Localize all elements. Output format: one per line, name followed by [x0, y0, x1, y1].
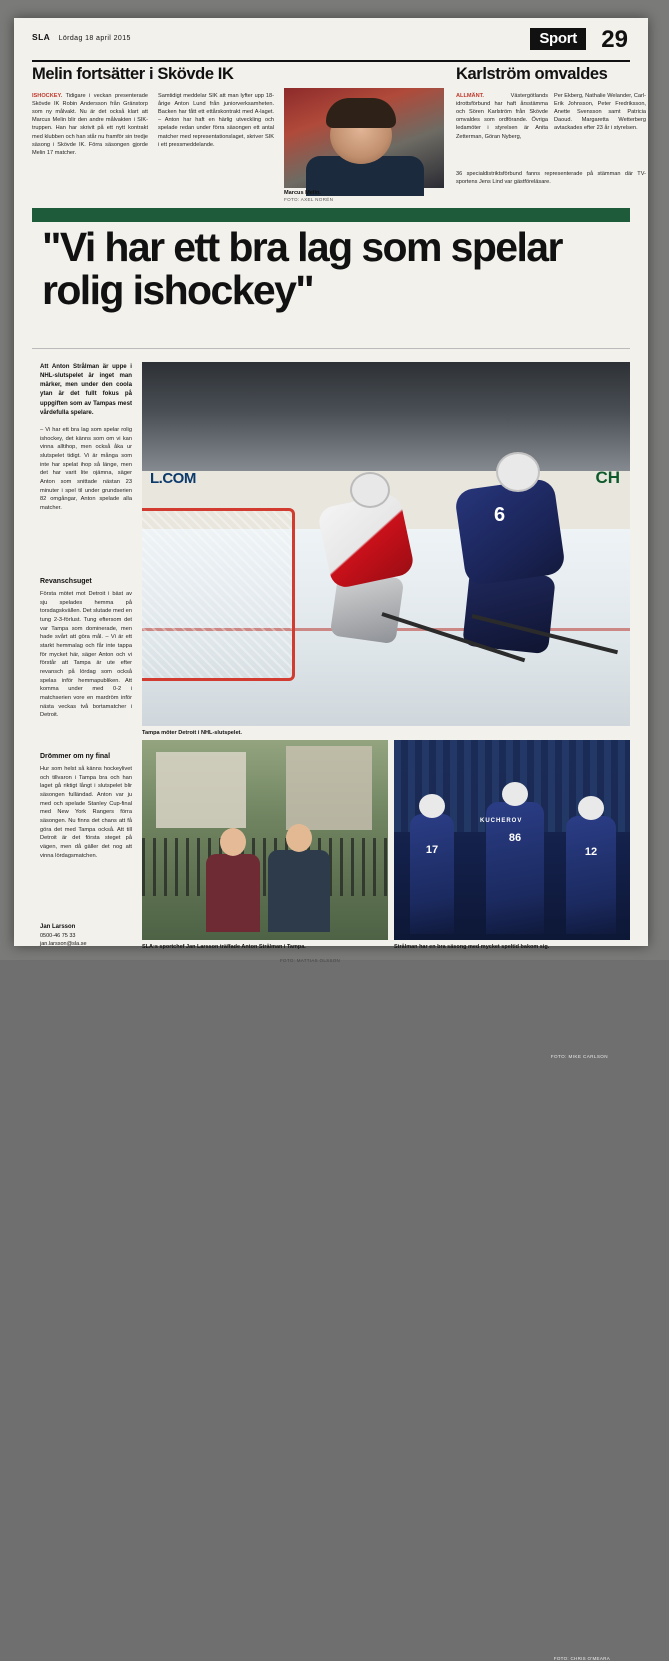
feature-lead: Att Anton Strålman är uppe i NHL-slutspelet är inget man märker, men under den coola ytan är det fullt fokus på uppgiften som av Tampas mest vårdefulla spelare. — [40, 363, 132, 416]
feature-body-2: Första mötet mot Detroit i bäst av sju spelades hemma på torsdagskvällen. Det slutade med en tung 2-3-förlust. Tung eftersom det var Tampa som dominerade, men hade svårt att göra mål. – Vi är ett starkt hemmalag och får inte tappa för mycket här, säger Anton och vi förstår att Tampa är ute efter revansch på lördag som också spelas inför hemmapubliken. Att komma under med 0-2 i matchserien vore en mardröm inför nästa veckas två bortamatcher i Detroit. — [40, 591, 132, 719]
byline-phone: 0500-46 75 33 — [40, 933, 76, 939]
top-left-headline: Melin fortsätter i Skövde IK — [32, 65, 234, 83]
person-jan-head — [220, 828, 246, 856]
top-right-column-2: Per Ekberg, Nathalie Welander, Carl-Erik Johnsson, Peter Fredriksson, Anette Svensson samt Patricia Daoud. Margaretta Wetterberg avtackades efter 23 år i styrelsen. — [554, 93, 646, 132]
main-photo-credit: FOTO: MIKE CARLSON — [550, 1054, 608, 1059]
melin-photo — [284, 88, 444, 188]
feature-quote-headline: "Vi har ett bra lag som spelar rolig ishockey" — [42, 224, 562, 314]
bottom-right-caption: Strålman har en bra säsong med mycket speltid bakom sig. — [394, 944, 550, 950]
headline-rule — [32, 348, 630, 349]
background-fence — [142, 838, 388, 896]
bottom-right-credit: FOTO: CHRIS O'MEARA — [553, 1656, 610, 1661]
celebrating-player-2-helmet — [502, 782, 528, 806]
top-right-column-1 — [456, 92, 548, 141]
bottom-left-credit: FOTO: MATTIAS OLSSON — [280, 958, 341, 963]
celebrating-player-1-number: 17 — [425, 844, 439, 856]
board-ad-text: L.COM — [150, 470, 196, 488]
feature-body-3: Hur som helst så känns hockeylivet och tillvaron i Tampa bra och han laget gå riktigt långt i slutspelet blir säsongen fulländad. Anton var ju med och spelade Stanley Cup-final med New York Rangers förra säsongen. Nu finns det chans att få göra det med Tampa också. Att till Detroit är det första steget på vägen, men då gäller det nog att vinna lördagsmatchen. — [40, 766, 132, 859]
publication-name: SLA — [32, 32, 51, 42]
green-divider-band — [32, 208, 630, 222]
page-number: 29 — [601, 26, 628, 53]
celebrating-player-2-number: 86 — [508, 832, 522, 844]
person-jan-larsson — [204, 828, 262, 932]
background-house-left — [156, 752, 246, 828]
board-ad-text-2: CH — [595, 467, 620, 487]
top-stories — [32, 65, 646, 206]
bottom-left-caption: SLA:s sportchef Jan Larsson träffade Anton Strålman i Tampa. — [142, 944, 306, 950]
person-anton-stralman — [268, 824, 330, 932]
player-tampa — [442, 438, 592, 668]
top-left-column-2: Samtidigt meddelar SIK att man lyfter upp 18-årige Anton Lund från juniorverksamheten. Backen har fått ett ettårskontrakt med A-laget. – Anton har haft en härlig utveckling och spelade redan under förra säsongen ett antal matcher med representationslaget, skriver SIK i ett pressmeddelande. — [158, 93, 274, 148]
person-anton-head — [286, 824, 312, 852]
melin-photo-caption: Marcus Melin. — [284, 190, 321, 196]
byline-email[interactable]: jan.larsson@sla.se — [40, 941, 87, 948]
top-left-column-1 — [32, 92, 148, 157]
masthead-left — [32, 32, 131, 42]
jersey-name-text: KUCHEROV — [480, 818, 523, 824]
byline-name: Jan Larsson — [40, 924, 76, 930]
person-jan-shirt — [206, 854, 260, 932]
celebrating-player-3-helmet — [578, 796, 604, 820]
player-tampa-torso — [454, 478, 566, 587]
celebrating-player-3 — [566, 816, 616, 934]
feature-subhead-2: Drömmer om ny final — [40, 753, 111, 760]
top-right-text-1: Västergötlands idrottsförbund har haft årsstämma och Sören Karlström från Skövde omvaldes som ordförande. Övriga ledamöter i styrelsen är Anita Zetterman, Göran Nyberg, — [456, 93, 548, 140]
celebrating-player-1 — [410, 814, 454, 934]
player-tampa-helmet — [496, 452, 540, 492]
byline — [40, 923, 150, 949]
section-badge: Sport — [530, 28, 586, 50]
goal-net — [142, 508, 295, 681]
top-left-text-1: Tidigare i veckan presenterade Skövde IK Robin Andersson från Gränstorp som ny målvakt. Nu är det också klart att Marcus Melin blir den andre målvakten i SIK-truppen. Han har skrivit på ett nytt kontrakt med klubben och han står nu framför sin tredje säsong i Skövde IK. Förra säsongen gjorde Melin 17 matcher. — [32, 93, 148, 156]
photo-figure-hair — [326, 98, 396, 128]
feature-subhead-1: Revanschsuget — [40, 578, 92, 585]
celebrating-player-3-number: 12 — [584, 846, 598, 858]
bottom-left-photo — [142, 740, 388, 940]
top-right-kicker: ALLMÄNT. — [456, 93, 484, 99]
player-tampa-number: 6 — [494, 504, 506, 526]
player-detroit-helmet — [350, 472, 390, 508]
melin-photo-credit: FOTO: AXEL NORÉN — [284, 197, 334, 202]
top-left-kicker: ISHOCKEY. — [32, 93, 63, 99]
celebrating-player-1-helmet — [419, 794, 445, 818]
top-right-headline: Karlström omvaldes — [456, 65, 608, 83]
top-right-column-3: 36 specialdistriktsförbund fanns representerade på stämman där TV-sportens Jens Lind var gästföreläsare. — [456, 171, 646, 186]
feature-body-1: – Vi har ett bra lag som spelar rolig ishockey, det känns som om vi kan vinna alltihop, men också åka ur slutspelet tidigt. Vi är många som inte har spelat ihop så länge, men det har varit lite ojämna, säger Anton som snittade nästan 23 minuter i spel til under grundserien 82 omgångar, Anton spelade alla matcher. — [40, 427, 132, 511]
paper-sheet — [14, 18, 648, 1661]
main-photo-caption: Tampa möter Detroit i NHL-slutspelet. — [142, 730, 242, 736]
masthead — [32, 26, 630, 62]
person-anton-shirt — [268, 850, 330, 932]
background-house-right — [286, 746, 372, 830]
publication-date: Lördag 18 april 2015 — [58, 35, 131, 42]
